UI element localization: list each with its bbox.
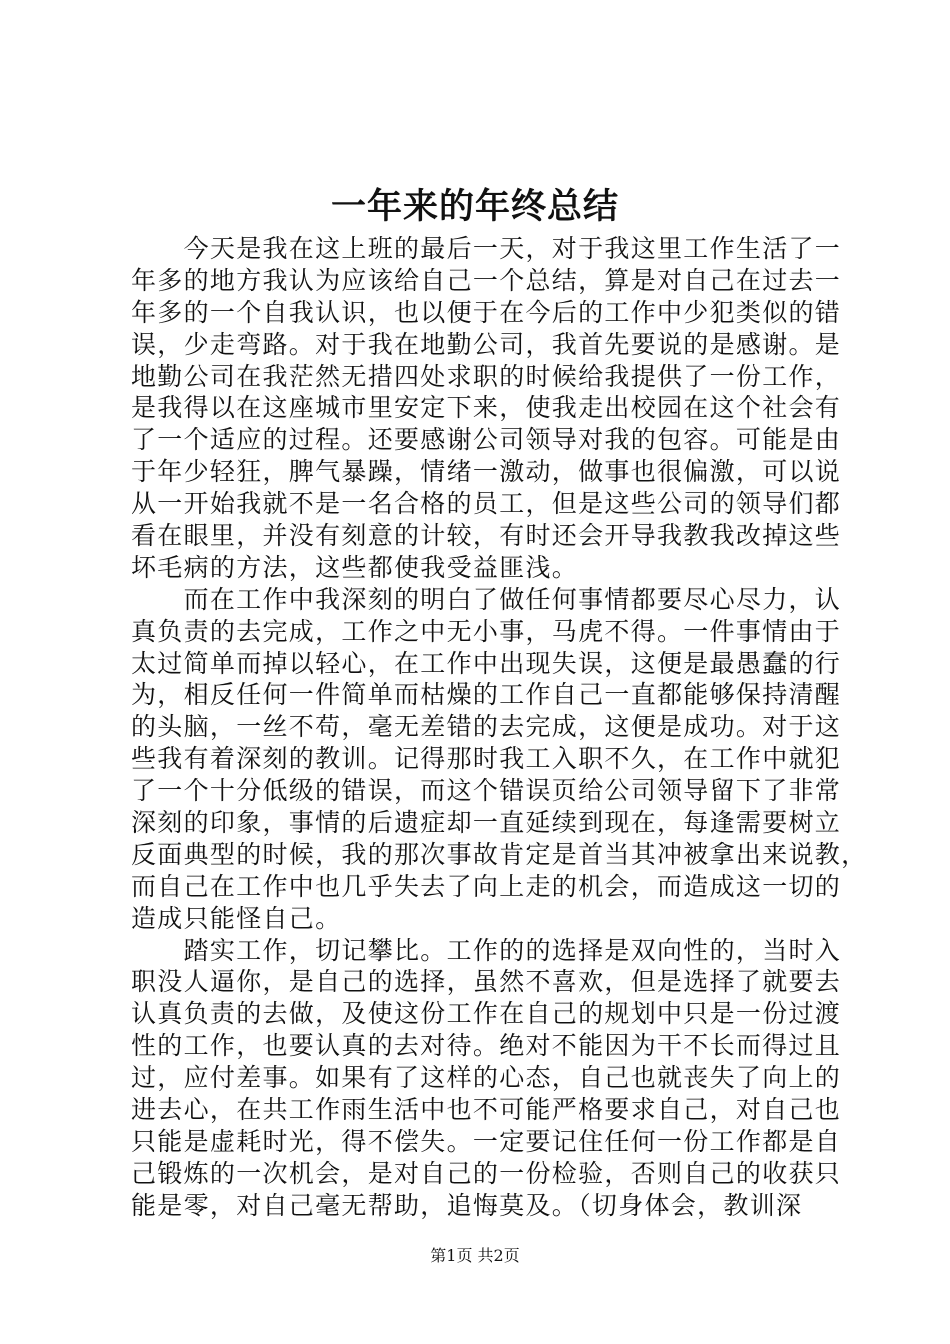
body-text-line: 认真负责的去做，及使这份工作在自己的规划中只是一份过渡 — [131, 999, 842, 1029]
body-text-line: 看在眼里，并没有刻意的计较，有时还会开导我教我改掉这些 — [131, 521, 842, 551]
page-footer: 第1页 共2页 — [430, 1246, 520, 1265]
body-text-line: 而自己在工作中也几乎失去了向上走的机会，而造成这一切的 — [131, 871, 842, 901]
body-text-line: 反面典型的时候，我的那次事故肯定是首当其冲被拿出来说教， — [131, 839, 868, 869]
body-text-line: 是我得以在这座城市里安定下来，使我走出校园在这个社会有 — [131, 393, 842, 423]
body-text-line: 进去心，在共工作雨生活中也不可能严格要求自己，对自己也 — [131, 1095, 842, 1125]
body-text-line: 造成只能怪自己。 — [131, 903, 342, 933]
body-text-line: 己锻炼的一次机会，是对自己的一份检验，否则自己的收获只 — [131, 1158, 842, 1188]
body-text-line: 今天是我在这上班的最后一天，对于我这里工作生活了一 — [131, 234, 842, 263]
body-text-line: 从一开始我就不是一名合格的员工，但是这些公司的领导们都 — [131, 489, 842, 519]
body-text-line: 为，相反任何一件简单而枯燥的工作自己一直都能够保持清醒 — [131, 680, 842, 710]
body-text-line: 坏毛病的方法，这些都使我受益匪浅。 — [131, 552, 579, 582]
body-text-line: 些我有着深刻的教训。记得那时我工入职不久，在工作中就犯 — [131, 744, 842, 774]
body-text-line: 真负责的去完成，工作之中无小事，马虎不得。一件事情由于 — [131, 616, 842, 646]
body-text-line: 只能是虚耗时光，得不偿失。一定要记住任何一份工作都是自 — [131, 1126, 842, 1156]
body-text-line: 年多的地方我认为应该给自己一个总结，算是对自己在过去一 — [131, 265, 842, 295]
body-text-line: 而在工作中我深刻的明白了做任何事情都要尽心尽力，认 — [131, 584, 842, 614]
body-text-line: 了一个十分低级的错误，而这个错误页给公司领导留下了非常 — [131, 776, 842, 806]
body-text-line: 性的工作，也要认真的去对待。绝对不能因为干不长而得过且 — [131, 1031, 842, 1061]
document-title: 一年来的年终总结 — [330, 186, 619, 227]
body-text-line: 误，少走弯路。对于我在地勤公司，我首先要说的是感谢。是 — [131, 329, 842, 359]
body-text-line: 能是零，对自己毫无帮助，追悔莫及。（切身体会，教训深 — [131, 1190, 803, 1220]
body-text-line: 深刻的印象，事情的后遗症却一直延续到现在，每逢需要树立 — [131, 808, 842, 838]
body-text-line: 过，应付差事。如果有了这样的心态，自己也就丧失了向上的 — [131, 1063, 842, 1093]
body-text-line: 年多的一个自我认识，也以便于在今后的工作中少犯类似的错 — [131, 297, 842, 327]
document-body — [131, 233, 868, 1222]
body-text-line: 了一个适应的过程。还要感谢公司领导对我的包容。可能是由 — [131, 425, 842, 455]
body-text-line: 的头脑，一丝不苟，毫无差错的去完成，这便是成功。对于这 — [131, 712, 842, 742]
body-text-line: 职没人逼你，是自己的选择，虽然不喜欢，但是选择了就要去 — [131, 967, 842, 997]
body-text-line: 踏实工作，切记攀比。工作的的选择是双向性的，当时入 — [131, 935, 842, 965]
body-text-line: 太过简单而掉以轻心，在工作中出现失误，这便是最愚蠢的行 — [131, 648, 842, 678]
body-text-line: 地勤公司在我茫然无措四处求职的时候给我提供了一份工作， — [131, 361, 842, 391]
body-text-line: 于年少轻狂，脾气暴躁，情绪一激动，做事也很偏激，可以说 — [131, 457, 842, 487]
